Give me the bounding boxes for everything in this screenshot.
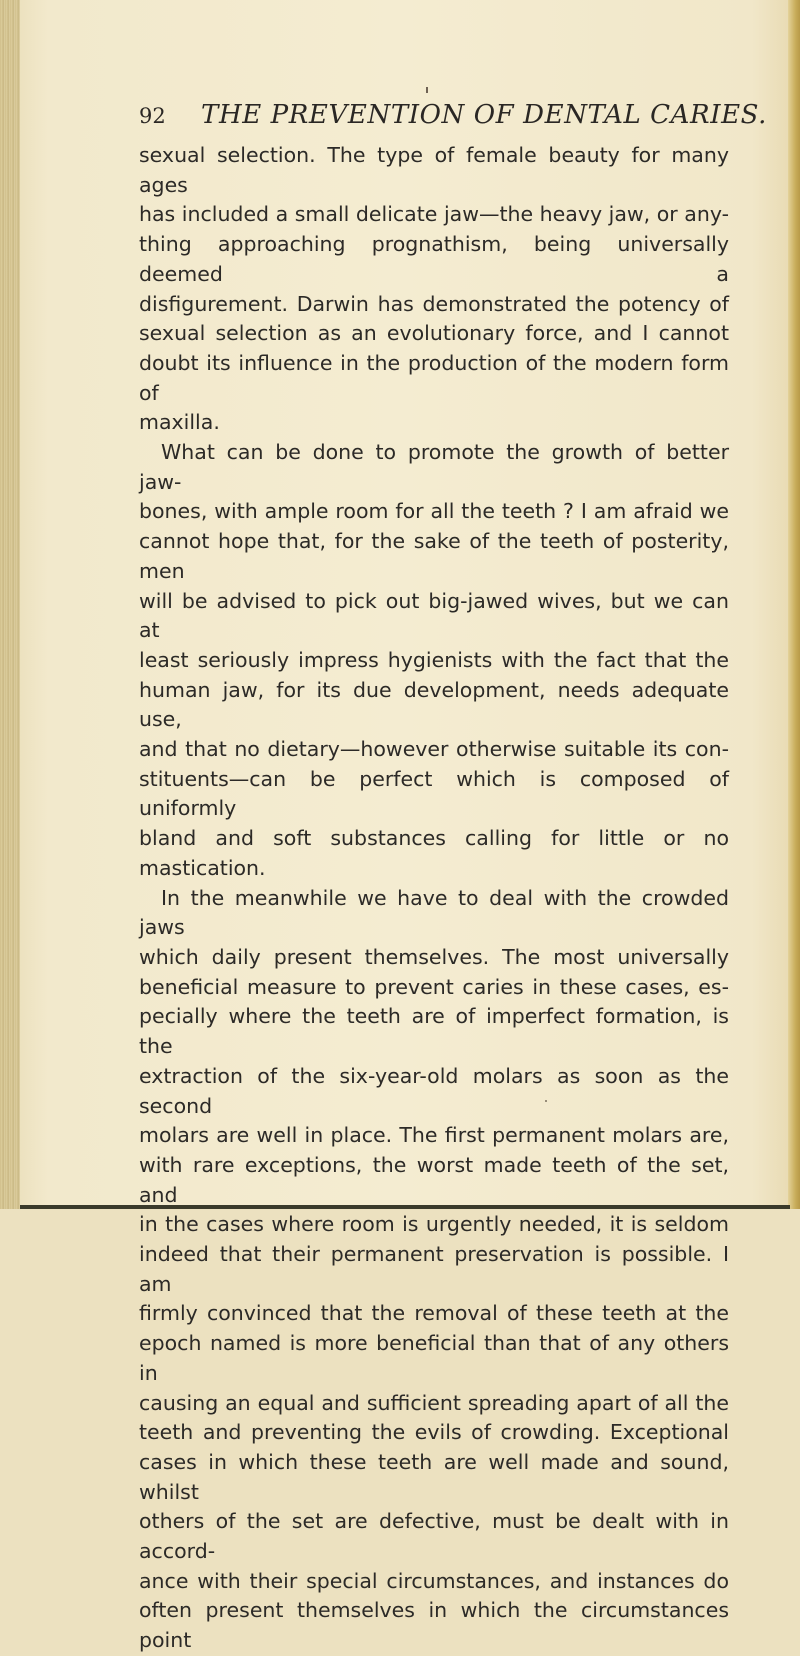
text-line: What can be done to promote the growth of better jaw-	[139, 440, 729, 494]
text-line: ance with their special circumstances, and instances do	[139, 1568, 729, 1593]
text-line: others of the set are defective, must be dealt with in accord-	[139, 1509, 729, 1564]
text-line: with rare exceptions, the worst made teeth of the set, and	[139, 1152, 729, 1207]
running-header	[139, 98, 768, 138]
text-line: will be advised to pick out big-jawed wives, but we can at	[139, 588, 729, 643]
text-line: indeed that their permanent preservation is possible. I am	[139, 1242, 729, 1296]
text-line: in the cases where room is urgently needed, it is seldom	[139, 1212, 729, 1237]
text-line: bland and soft substances calling for little or no mastication.	[139, 826, 729, 880]
text-line: pecially where the teeth are of imperfect formation, is the	[139, 1004, 729, 1059]
body-text	[139, 141, 729, 1656]
text-line: and that no dietary—however otherwise suitable its con-	[139, 737, 729, 762]
text-line: extraction of the six-year-old molars as soon as the second	[139, 1063, 729, 1118]
print-mark	[426, 87, 428, 93]
text-line: bones, with ample room for all the teeth ? I am afraid we	[139, 499, 729, 524]
text-line: maxilla.	[139, 410, 220, 435]
text-line: teeth and preventing the evils of crowding. Exceptional	[139, 1420, 729, 1445]
text-line: causing an equal and sufficient spreading apart of all the	[139, 1390, 729, 1415]
text-line: least seriously impress hygienists with the fact that the	[139, 647, 729, 672]
text-line: doubt its influence in the production of the modern form of	[139, 350, 729, 405]
text-line: which daily present themselves. The most universally	[139, 944, 729, 969]
text-line: has included a small delicate jaw—the heavy jaw, or any-	[139, 202, 729, 227]
text-line: beneficial measure to prevent caries in these cases, es-	[139, 974, 729, 999]
page-right-edge	[788, 0, 800, 1209]
text-line: molars are well in place. The first permanent molars are,	[139, 1123, 729, 1148]
text-line: human jaw, for its due development, needs adequate use,	[139, 677, 729, 732]
text-line: In the meanwhile we have to deal with the crowded jaws	[139, 885, 729, 940]
text-line: thing approaching prognathism, being universally deemed a	[139, 232, 729, 286]
text-line: epoch named is more beneficial than that of any others in	[139, 1331, 729, 1385]
text-line: often present themselves in which the circumstances point	[139, 1598, 729, 1653]
text-line: stituents—can be perfect which is composed of uniformly	[139, 766, 729, 821]
text-line: sexual selection. The type of female beauty for many ages	[139, 143, 729, 197]
text-line: cases in which these teeth are well made and sound, whilst	[139, 1449, 729, 1504]
text-line: disfigurement. Darwin has demonstrated the potency of	[139, 291, 729, 316]
page-number: 92	[139, 104, 166, 128]
text-line: firmly convinced that the removal of these teeth at the	[139, 1301, 729, 1326]
text-line: cannot hope that, for the sake of the teeth of posterity, men	[139, 529, 729, 583]
running-title: THE PREVENTION OF DENTAL CARIES.	[201, 100, 768, 130]
page-gutter-shadow	[0, 0, 20, 1209]
text-line: sexual selection as an evolutionary force, and I cannot	[139, 321, 729, 346]
